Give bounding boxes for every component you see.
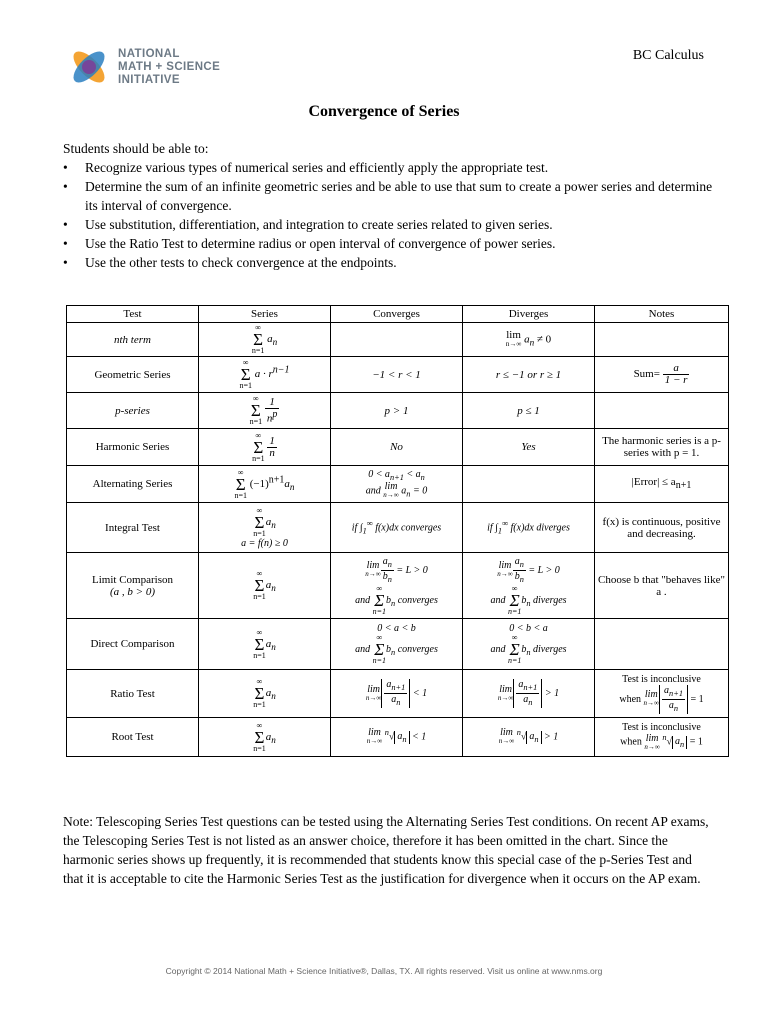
div-word: diverges (536, 522, 570, 534)
diverges-cell: p ≤ 1 (463, 393, 595, 429)
notes-text: |Error| ≤ a (631, 476, 676, 489)
conv-word: converges (397, 594, 438, 606)
limit: lim n→∞ (498, 727, 515, 746)
converges-cell: −1 < r < 1 (331, 357, 463, 393)
limit-sub: n→∞ (365, 570, 381, 578)
sigma-top: ∞ (376, 583, 383, 593)
sigma-top: ∞ (256, 569, 263, 578)
table-row (67, 466, 729, 503)
diverges-cell: Yes (463, 429, 595, 466)
converges-cell (331, 323, 463, 357)
limit: lim n→∞ (497, 560, 513, 578)
table-row (67, 357, 729, 393)
table-row (67, 553, 729, 619)
denominator: 1 − r (664, 374, 688, 386)
sigma-top: ∞ (255, 323, 261, 332)
converges-cell: lim n→∞ $^n$√ $a_n < 1$ (331, 718, 463, 757)
limit-condition: = L > 0 (396, 564, 428, 576)
test-name: Geometric Series (67, 357, 199, 393)
div-condition: > 1 (544, 731, 559, 743)
diverges-cell: lim n→∞ $\frac{a_{n+1}}{a_n}$ > 1 (463, 670, 595, 718)
if-label: if (351, 522, 358, 534)
header-series: Series (199, 306, 331, 323)
numerator: 1 (265, 397, 280, 409)
limit: lim n→∞ (365, 683, 382, 702)
numerator: a (663, 363, 690, 375)
converges-cell: if $\int_1^\infty$ f(x)dx converges (331, 503, 463, 553)
integrand: f(x)dx (375, 522, 399, 534)
objective-item: • Use substitution, differentiation, and integration to create series related to given series. (63, 215, 713, 234)
series-cell (199, 357, 331, 393)
series-exponent: n−1 (272, 364, 290, 376)
diverges-cell: r ≤ −1 or r ≥ 1 (463, 357, 595, 393)
notes-cell (595, 466, 729, 503)
series-cell: ∞ Σ $n=1a_n$ a = f(n) ≥ 0 (199, 503, 331, 553)
diverges-cell: 0 < b < a and ∞ Σ $n=1b_n$ diverges (463, 619, 595, 670)
limit: lim n→∞ (365, 560, 381, 578)
notes-cell: The harmonic series is a p-series with p = 1. (595, 429, 729, 466)
notes-condition: = 1 (689, 736, 703, 748)
notes-cell (595, 619, 729, 670)
div-word: diverges (533, 643, 567, 655)
test-name: Integral Test (67, 503, 199, 553)
sigma-bottom: n=1 (251, 346, 265, 355)
when-label: when (619, 693, 642, 705)
converges-cell: 0 < a < b and ∞ Σ $n=1b_n$ converges (331, 619, 463, 670)
denominator: n (266, 412, 273, 425)
notes-cell (595, 357, 729, 393)
header-test: Test (67, 306, 199, 323)
notes-cell (595, 393, 729, 429)
series-term: (−1) (249, 477, 269, 490)
limit-sub: n→∞ (497, 570, 513, 578)
sigma-top: ∞ (256, 627, 263, 637)
sigma-top: ∞ (237, 467, 244, 477)
logo-line-3: INITIATIVE (118, 73, 180, 86)
div-inequality: 0 < b < a (509, 623, 548, 634)
notes-cell (595, 323, 729, 357)
limit-sub: n→∞ (383, 490, 399, 499)
table-header-row (67, 306, 729, 323)
sigma-bottom: n=1 (234, 490, 247, 500)
if-label: if (487, 522, 493, 534)
converges-cell: No (331, 429, 463, 466)
table-row (67, 393, 729, 429)
limit-sub: n→∞ (497, 693, 514, 702)
sigma-bottom: n=1 (253, 700, 266, 709)
limit: lim n→∞ (383, 480, 399, 499)
test-label: nth term (114, 333, 151, 346)
fraction (265, 397, 280, 425)
conv-word: converges (397, 643, 438, 655)
diverges-condition: ≠ 0 (536, 333, 552, 346)
objectives-list (63, 158, 713, 272)
limit-sub: n→∞ (366, 737, 383, 746)
notes-cell: Test is inconclusive when lim n→∞ $^n$√ $a_n = 1$ (595, 718, 729, 757)
sigma-bottom: n=1 (253, 743, 266, 753)
notes-cell: f(x) is continuous, positive and decreasing. (595, 503, 729, 553)
sigma-bottom: n=1 (239, 381, 252, 390)
conv-inequality: 0 < a < b (377, 623, 416, 634)
sigma-bottom: n=1 (253, 528, 266, 538)
limit: lim n→∞ (505, 328, 522, 348)
series-exponent: n+1 (268, 473, 285, 485)
and-label: and (365, 484, 381, 496)
conv-condition: < 1 (412, 731, 427, 743)
intro-lead: Students should be able to: (63, 141, 209, 156)
sigma-sum: ∞ Σ n=1 (253, 569, 266, 601)
objective-item: • Determine the sum of an infinite geometric series and be able to use that sum to create a power series and determine its interval of convergence. (63, 177, 713, 215)
objective-item: • Use the Ratio Test to determine radius or open interval of convergence of power series. (63, 234, 713, 253)
sigma-bottom: n=1 (253, 650, 266, 660)
test-name: Harmonic Series (67, 429, 199, 466)
nmsi-logo-icon (66, 44, 112, 90)
sigma-top: ∞ (242, 358, 249, 367)
sigma-top: ∞ (255, 430, 262, 440)
intro (63, 139, 713, 272)
series-cell (199, 429, 331, 466)
limit-sub: n→∞ (498, 737, 515, 746)
conv-condition: < 1 (412, 687, 428, 699)
note-paragraph: Note: Telescoping Series Test questions can be tested using the Alternating Series Test conditions. On recent AP exams, the Telescoping Series Test is not listed as an answer choice, therefore it has been omitted in the chart. Since the harmonic series shows up frequently, it is recommended that students know this special case of the p-Series Test and that it is acceptable to cite the Harmonic Series Test as the justification for divergence when it occurs on the AP exam. (63, 814, 709, 886)
sigma-bottom: n=1 (507, 656, 522, 665)
converges-cell: $0 < a_{n+1} < a_n$ and lim n→∞ $a_n = 0$ (331, 466, 463, 503)
sigma-sum: ∞ Σ n=1 (253, 505, 266, 538)
denominator: n (269, 446, 275, 459)
limit-sub: n→∞ (644, 742, 660, 751)
when-label: when (620, 736, 642, 748)
footer-copyright: Copyright © 2014 National Math + Science Initiative®, Dallas, TX. All rights reserved. Visit us online at www.nms.org (165, 966, 603, 976)
sigma-bottom: n=1 (372, 606, 387, 616)
sigma-top: ∞ (511, 583, 518, 593)
sigma-top: ∞ (256, 720, 263, 730)
series-cell: ∞ Σ n=1 $(-1)^{n+1}a_n$ (199, 466, 331, 503)
logo-line-1: NATIONAL (118, 47, 180, 60)
limit: lim n→∞ (366, 727, 383, 746)
table-row (67, 619, 729, 670)
notes-cell: Choose b that "behaves like" a . (595, 553, 729, 619)
series-condition: a = f(n) ≥ 0 (241, 537, 288, 549)
test-name (67, 323, 199, 357)
test-name: Direct Comparison (67, 619, 199, 670)
sigma-sum: ∞ Σ n=1 (253, 627, 266, 660)
sigma-top: ∞ (253, 394, 259, 403)
diverges-cell: lim n→∞ $a_n \ne 0$ (463, 323, 595, 357)
course-name: BC Calculus (632, 48, 704, 63)
table-row (67, 503, 729, 553)
diverges-cell (463, 466, 595, 503)
test-name: p-series (67, 393, 199, 429)
sigma-sum: ∞ Σ n=1 (252, 430, 265, 463)
table-row (67, 670, 729, 718)
header-notes: Notes (595, 306, 729, 323)
conv-condition-mid: < a (403, 468, 421, 480)
fraction (663, 363, 690, 386)
sigma-sum: ∞ Σ n=1 (251, 323, 265, 355)
and-label: and (490, 594, 506, 606)
objective-item: • Use the other tests to check convergence at the endpoints. (63, 253, 713, 272)
numerator: 1 (269, 434, 275, 447)
converges-cell: lim n→∞ $\frac{a_n}{b_n}$ = L > 0 and ∞ Σ $n=1b_n$ converges (331, 553, 463, 619)
conv-condition-1: 0 < a (368, 468, 390, 480)
series-term: a (267, 333, 273, 346)
sigma-top: ∞ (256, 505, 263, 515)
series-cell: ∞ Σ n=1 $a_n$ (199, 323, 331, 357)
diverges-cell: lim n→∞ $\frac{a_n}{b_n}$ = L > 0 and ∞ Σ $n=1b_n$ diverges (463, 553, 595, 619)
test-name: Alternating Series (67, 466, 199, 503)
sigma-top: ∞ (256, 677, 263, 686)
logo-text (118, 48, 220, 87)
limit-condition: = L > 0 (528, 564, 560, 576)
conv-word: converges (401, 522, 442, 534)
header-converges: Converges (331, 306, 463, 323)
exponent: p (272, 408, 278, 420)
test-name: Ratio Test (67, 670, 199, 718)
series-term: a · r (254, 368, 273, 381)
converges-cell: p > 1 (331, 393, 463, 429)
convergence-tests-table (66, 305, 729, 757)
sigma-sum: ∞ Σ n=1 (234, 467, 247, 500)
table-row (67, 429, 729, 466)
sigma-bottom: n=1 (507, 606, 522, 616)
table-row (67, 718, 729, 757)
test-condition: (a , b > 0) (110, 585, 155, 598)
notes-condition: = 1 (690, 693, 704, 705)
sigma-sum: ∞ Σ n=1 (239, 358, 252, 390)
test-label: Limit Comparison (92, 573, 173, 586)
series-cell: ∞ Σ $n=1a_n$ (199, 718, 331, 757)
limit: lim n→∞ (497, 683, 514, 702)
sigma-top: ∞ (376, 633, 383, 642)
header-diverges: Diverges (463, 306, 595, 323)
subscript: n (420, 472, 425, 482)
notes-prefix: Sum= (633, 368, 660, 381)
limit-sub: n→∞ (505, 339, 522, 348)
fraction (267, 436, 277, 459)
series-cell (199, 393, 331, 429)
page-title: Convergence of Series (308, 103, 460, 120)
and-label: and (355, 643, 371, 655)
series-cell: ∞ Σ $n=1a_n$ (199, 619, 331, 670)
and-label: and (355, 594, 371, 606)
series-cell: ∞ Σ $n=1a_n$ (199, 553, 331, 619)
notes-cell: Test is inconclusive when lim n→∞ $\frac{a_{n+1}}{a_n}$ = 1 (595, 670, 729, 718)
and-label: and (490, 643, 506, 655)
test-name (67, 553, 199, 619)
sigma-bottom: n=1 (252, 453, 265, 463)
logo-line-2: MATH + SCIENCE (118, 60, 221, 73)
diverges-cell: if $\int_1^\infty$ f(x)dx diverges (463, 503, 595, 553)
subscript: n+1 (675, 480, 692, 492)
sigma-bottom: n=1 (253, 592, 266, 601)
conv-condition-2: = 0 (412, 484, 428, 496)
table-row (67, 323, 729, 357)
div-word: diverges (533, 594, 567, 606)
notes-text: Test is inconclusive (622, 722, 701, 734)
diverges-cell: lim n→∞ $^n$√ $a_n > 1$ (463, 718, 595, 757)
integrand: f(x)dx (510, 522, 534, 534)
objective-item: • Recognize various types of numerical series and efficiently apply the appropriate test. (63, 158, 713, 177)
sigma-sum: ∞ Σ n=1 (253, 720, 266, 753)
sigma-top: ∞ (511, 633, 518, 642)
sigma-sum: ∞ Σ n=1 (249, 394, 263, 426)
nmsi-logo (66, 44, 220, 90)
limit-sub: n→∞ (365, 693, 382, 702)
converges-cell: lim n→∞ $\frac{a_{n+1}}{a_n}$ < 1 (331, 670, 463, 718)
sigma-bottom: n=1 (249, 417, 263, 426)
sigma-sum: ∞ Σ n=1 (253, 677, 266, 709)
test-name: Root Test (67, 718, 199, 757)
notes-text: Test is inconclusive (622, 673, 701, 685)
subscript: n+1 (389, 472, 404, 482)
limit-sub: n→∞ (643, 699, 660, 707)
sigma-bottom: n=1 (372, 656, 387, 665)
div-condition: > 1 (544, 687, 560, 699)
series-cell: ∞ Σ $n=1a_n$ (199, 670, 331, 718)
